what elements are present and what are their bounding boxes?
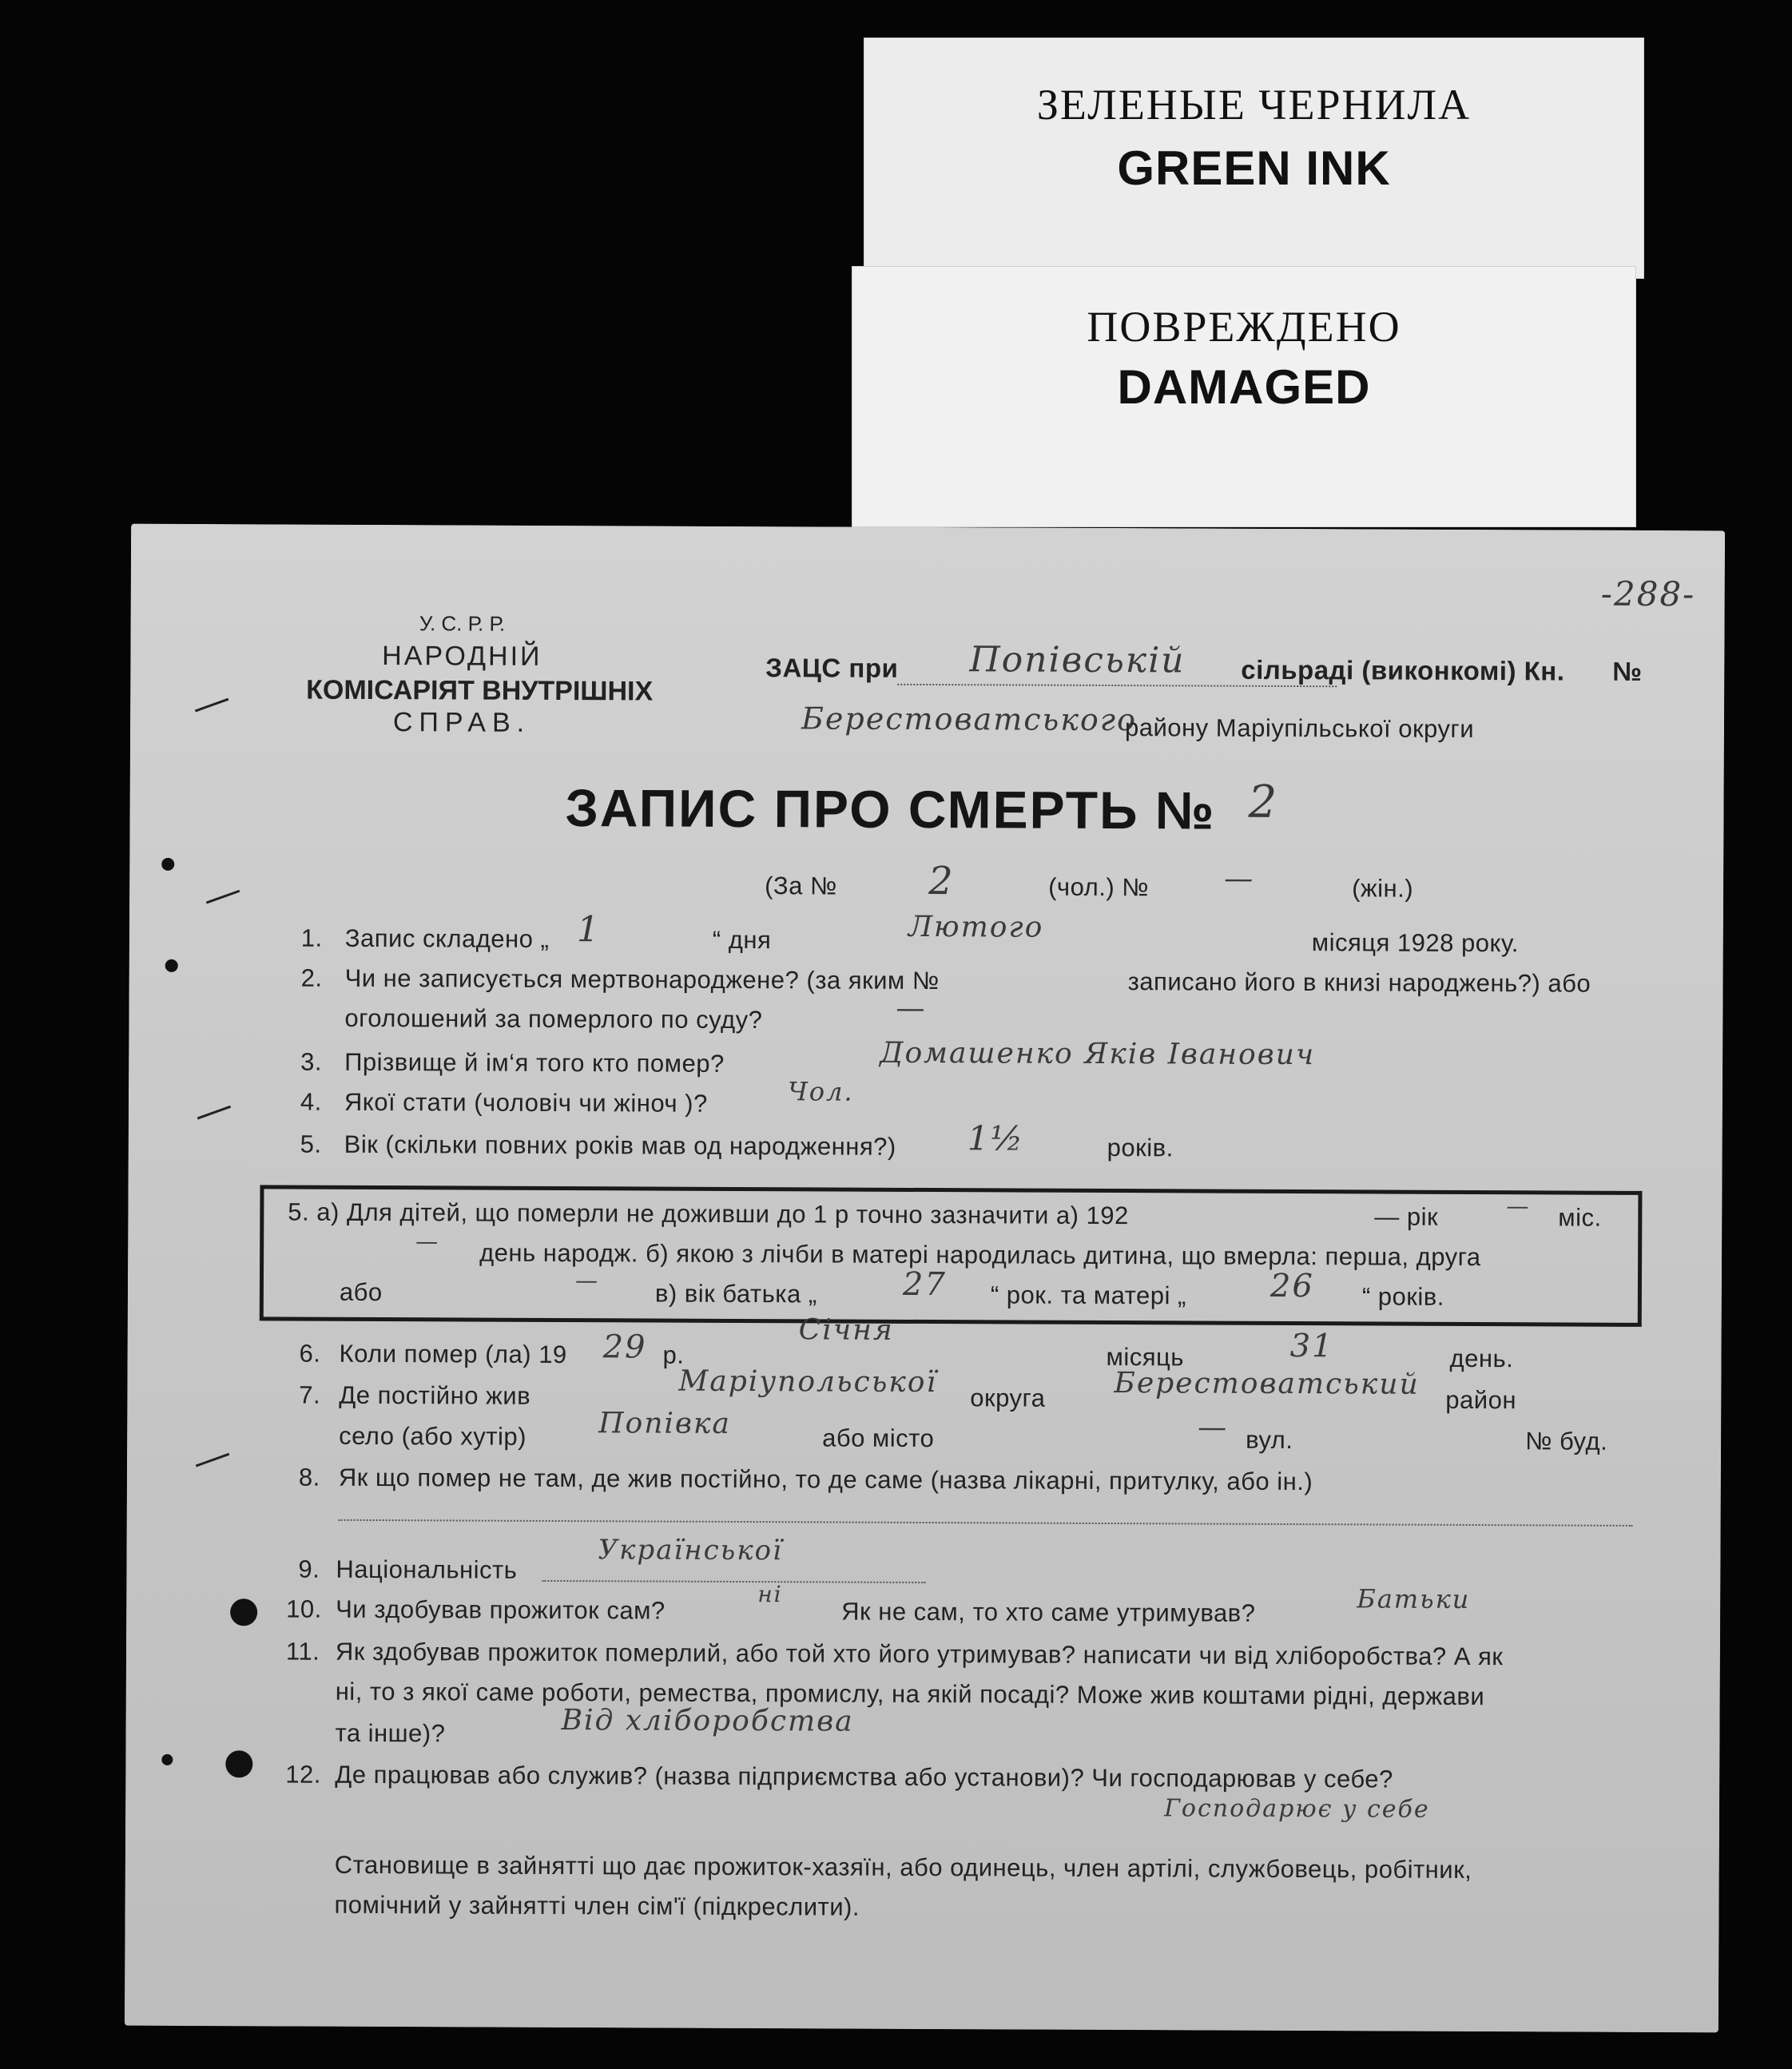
q5a-year-label: — рік [1374,1202,1439,1231]
q12-handwritten: Господарює у себе [1164,1794,1430,1824]
q6-label-d: день. [1449,1344,1514,1373]
q8-label: Як що помер не там, де жив постійно, то де саме (назва лікарні, притулку, або ін.) [338,1463,1313,1496]
form-title: ЗАПИС ПРО СМЕРТЬ № [565,778,1216,840]
q8-number: 8. [298,1463,320,1491]
q2-label-b: записано його в книзі народжень?) або [1127,967,1591,998]
q5a-line-2: день народж. б) якою з лічби в матері народилась дитина, що вмерла: перша, друга [479,1238,1481,1272]
q9-label: Національність [336,1555,518,1584]
q9-number: 9. [298,1555,320,1583]
header-org-3: СПРАВ. [392,707,531,738]
margin-mark [195,698,228,713]
q2-label-c: оголошений за померлого по суду? [344,1003,763,1034]
fill-line [339,1519,1633,1527]
q1-label-a: Запис складено „ [344,923,550,953]
binder-hole [230,1598,257,1626]
q5a-order-handwritten: — [574,1267,600,1294]
q1-label-b: “ дня [712,925,772,955]
q7-rayon-handwritten: Берестоватський [1114,1367,1420,1401]
header-org-1: НАРОДНІЙ [382,641,542,672]
q11-line-3: та інше)? [335,1718,446,1748]
q5a-mother-label: “ рок. та матері „ [990,1281,1186,1310]
rayon-label: району Маріупільської округи [1124,713,1475,743]
binder-hole [225,1750,252,1777]
q10-supporter-handwritten: Батьки [1357,1583,1471,1614]
q5-label-a: Вік (скільки повних років мав од народження?) [344,1130,896,1161]
damaged-en: DAMAGED [1117,360,1371,414]
q7-misto-handwritten: — [1198,1411,1229,1444]
q6-label-a: Коли помер (ла) 19 [339,1339,567,1369]
q4-handwritten: Чол. [787,1076,854,1107]
q5-number: 5. [300,1130,322,1158]
q6-label-c: місяць [1106,1342,1185,1372]
q7-label-g: № буд. [1525,1427,1608,1455]
q2-number: 2. [300,963,323,992]
q7-label-a: Де постійно жив [339,1380,531,1410]
q1-number: 1. [300,923,323,952]
binder-hole [161,858,174,871]
q5a-father-age-handwritten: 27 [902,1265,947,1304]
green-ink-ru: ЗЕЛЕНЫЕ ЧЕРНИЛА [1036,81,1472,129]
q4-label: Якої стати (чоловіч чи жіноч )? [344,1087,708,1118]
header-org-2: КОМІСАРІЯТ ВНУТРІШНІХ [306,674,654,707]
death-record-form [125,524,1725,2033]
q4-number: 4. [300,1087,322,1116]
q7-okruga-handwritten: Маріупольської [678,1364,938,1400]
status-line-1: Становище в зайнятті що дає прожиток-хазяїн, або одинець, член артілі, службовець, робітник, [334,1850,1472,1884]
q5a-month-label: міс. [1558,1203,1602,1232]
q5a-day-handwritten: — [415,1228,440,1255]
q7-label-c: район [1445,1385,1517,1415]
q7-label-e: або місто [822,1424,935,1453]
zags-handwritten: Попівській [969,639,1186,681]
q10-label-a: Чи здобував прожиток сам? [336,1594,666,1625]
q12-line: Де працював або служив? (назва підприємства або установи)? Чи господарював у себе? [335,1760,1393,1793]
margin-mark [196,1453,229,1467]
q5a-father-label: в) вік батька „ [654,1279,817,1309]
q6-label-b: р. [662,1340,685,1369]
q7-label-b: округа [970,1384,1046,1412]
q5a-year-handwritten: — [1506,1193,1531,1220]
status-line-2: помічний у зайнятті член сім'ї (підкреслити). [334,1890,860,1921]
zags-label: ЗАЦС при [765,653,899,683]
silradi-label: сільраді (виконкомі) Кн. [1241,654,1565,686]
q5a-mother-age-handwritten: 26 [1269,1267,1314,1305]
q7-number: 7. [299,1380,321,1409]
q11-line-1: Як здобував прожиток померлий, або той хто його утримував? написати чи від хліборобства? А як [335,1637,1504,1671]
q7-label-f: вул. [1246,1425,1293,1455]
q6-number: 6. [299,1339,321,1368]
q5a-or-label: або [339,1277,383,1307]
q12-number: 12. [285,1760,321,1789]
q1-day-handwritten: 1 [576,909,602,951]
damaged-ru: ПОВРЕЖДЕНО [1087,303,1401,351]
zhin-label: (жін.) [1352,874,1414,903]
chol-handwritten: — [1224,862,1255,896]
q10-label-b: Як не сам, то хто саме утримував? [841,1597,1256,1627]
record-number-handwritten: 2 [1248,776,1279,828]
q3-label: Прізвище й ім‘я того кто помер? [344,1047,725,1078]
q11-handwritten: Від хліборобства [561,1704,854,1738]
margin-mark [206,890,240,904]
q6-year-handwritten: 29 [602,1328,647,1366]
q1-month-handwritten: Лютого [908,910,1044,944]
fill-line [542,1580,925,1583]
q11-line-2: ні, то з якої саме роботи, ремества, промислу, на якій посаді? Може жив коштами рідні, держави [335,1677,1485,1711]
damaged-card [852,266,1636,527]
q5a-years-label: “ років. [1361,1282,1444,1311]
q5a-line-1: 5. а) Для дітей, що померли не доживши до 1 р точно зазначити а) 192 [288,1197,1129,1230]
margin-mark [197,1106,231,1120]
q10-number: 10. [286,1594,322,1623]
q3-number: 3. [300,1047,323,1076]
za-label: (За № [765,872,837,900]
q7-label-d: село (або хутір) [339,1421,527,1451]
binder-hole [165,959,178,972]
q10-self-handwritten: ні [757,1581,783,1608]
q5-age-handwritten: 1½ [967,1118,1025,1158]
chol-label: (чол.) № [1048,872,1150,902]
q3-handwritten: Домашенко Яків Іванович [880,1036,1316,1072]
binder-hole [161,1754,173,1765]
q9-handwritten: Українськoї [598,1534,783,1567]
header-ussr: У. С. Р. Р. [419,611,506,636]
green-ink-en: GREEN INK [1117,141,1391,195]
q1-label-c: місяця 1928 року. [1311,928,1520,958]
page-number: -288- [1600,574,1696,614]
za-handwritten: 2 [928,859,955,904]
book-number-label: № [1612,656,1643,686]
q2-label-a: Чи не записується мертвонароджене? (за яким № [344,963,940,995]
q7-selo-handwritten: Попівка [598,1407,731,1440]
rayon-handwritten: Берестоватського [801,701,1138,738]
q11-number: 11. [285,1637,320,1666]
q5-label-b: років. [1107,1133,1174,1162]
q6-day-handwritten: 31 [1289,1327,1334,1365]
q6-month-handwritten: Січня [798,1313,894,1347]
green-ink-card [864,38,1644,279]
q2-handwritten: — [896,991,927,1026]
